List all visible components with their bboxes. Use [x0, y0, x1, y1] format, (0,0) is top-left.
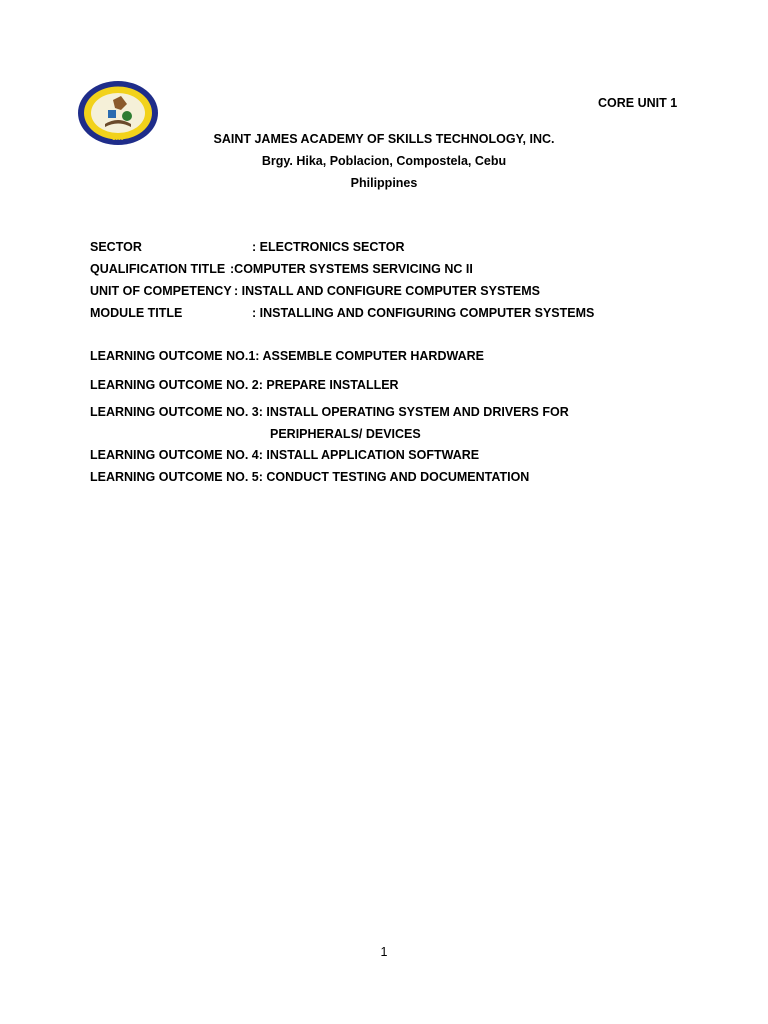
logo-year: 2009: [112, 136, 124, 142]
unit-of-competency-label: UNIT OF COMPETENCY: [90, 284, 232, 298]
learning-outcome-1: LEARNING OUTCOME NO.1: ASSEMBLE COMPUTER HARDWARE: [90, 349, 484, 363]
address-line-1: Brgy. Hika, Poblacion, Compostela, Cebu: [261, 154, 507, 168]
qualification-label: QUALIFICATION TITLE: [90, 262, 226, 276]
module-title-label: MODULE TITLE: [90, 306, 183, 320]
sector-value: : ELECTRONICS SECTOR: [252, 240, 405, 254]
core-unit-label: CORE UNIT 1: [598, 96, 678, 110]
unit-of-competency-value: : INSTALL AND CONFIGURE COMPUTER SYSTEMS: [234, 284, 541, 298]
institution-name: SAINT JAMES ACADEMY OF SKILLS TECHNOLOGY, INC.: [213, 132, 555, 146]
learning-outcome-2: LEARNING OUTCOME NO. 2: PREPARE INSTALLER: [90, 378, 399, 392]
learning-outcome-5: LEARNING OUTCOME NO. 5: CONDUCT TESTING AND DOCUMENTATION: [90, 470, 530, 484]
learning-outcome-3: LEARNING OUTCOME NO. 3: INSTALL OPERATING SYSTEM AND DRIVERS FOR: [90, 405, 569, 419]
qualification-value: :COMPUTER SYSTEMS SERVICING NC II: [230, 262, 473, 276]
sector-label: SECTOR: [90, 240, 142, 254]
page-number: 1: [380, 945, 388, 959]
module-title-value: : INSTALLING AND CONFIGURING COMPUTER SYSTEMS: [252, 306, 595, 320]
learning-outcome-3-continued: PERIPHERALS/ DEVICES: [270, 427, 421, 441]
address-line-2: Philippines: [350, 176, 418, 190]
learning-outcome-4: LEARNING OUTCOME NO. 4: INSTALL APPLICATION SOFTWARE: [90, 448, 480, 462]
